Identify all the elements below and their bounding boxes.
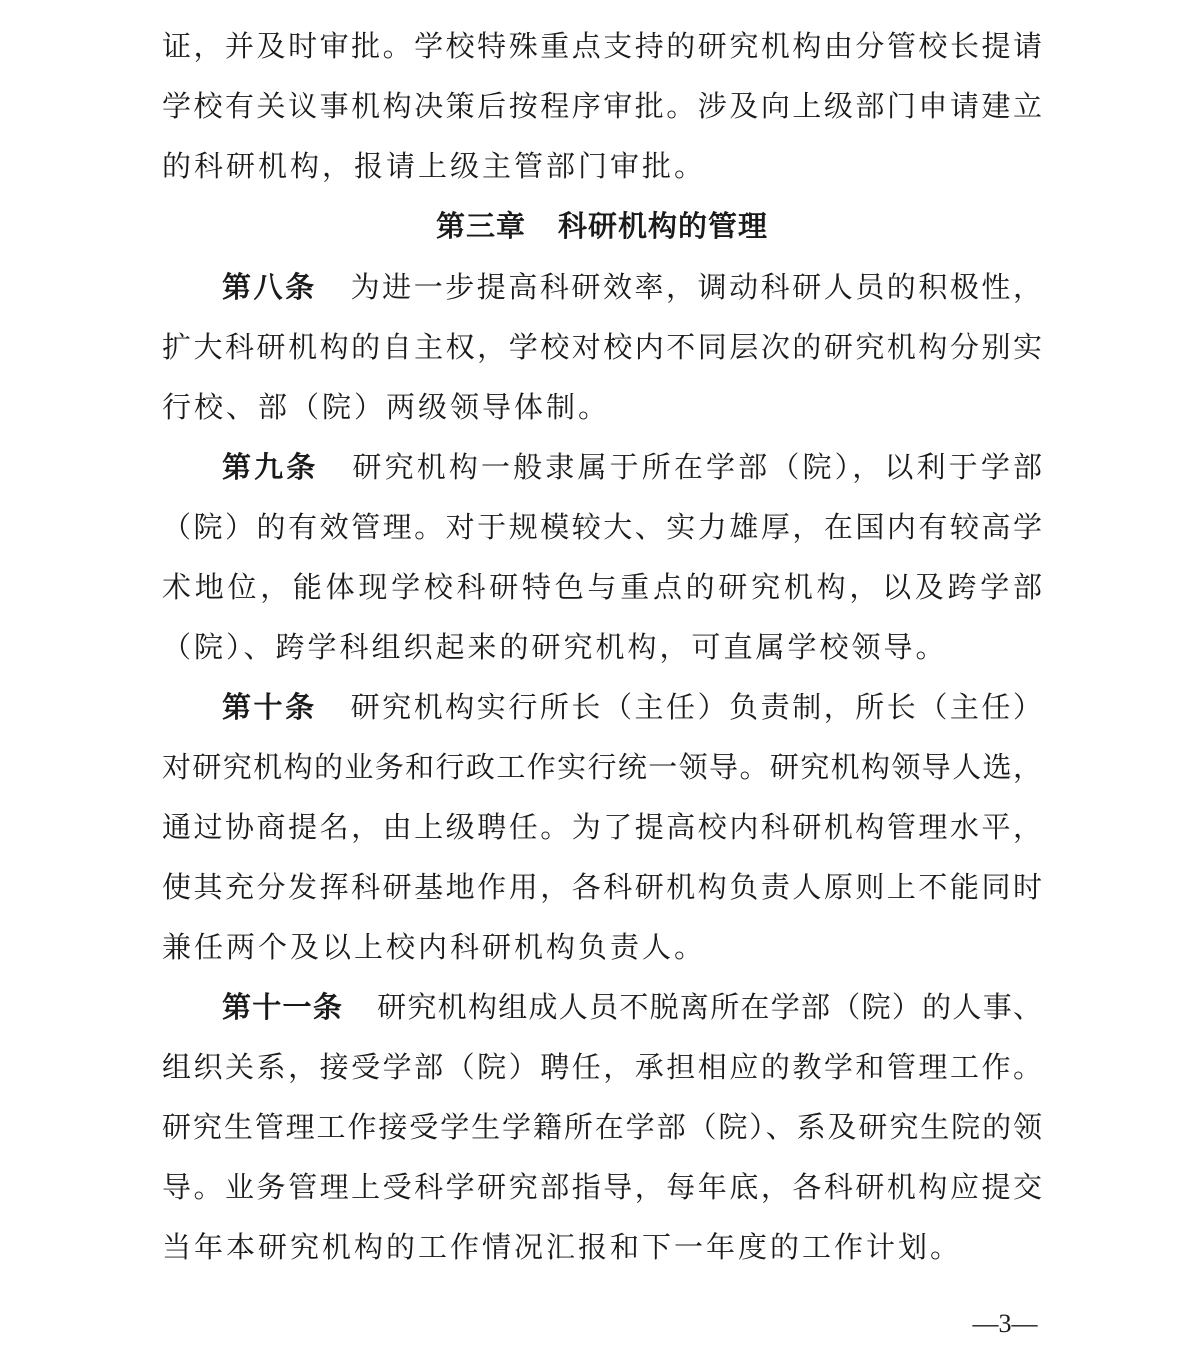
chapter-heading xyxy=(162,196,1042,256)
article-text: 研究机构实行所长（主任）负责制，所长（主任） xyxy=(350,690,1042,724)
article-text: 研究机构一般隶属于所在学部（院），以利于学部 xyxy=(352,450,1042,484)
paragraph-line: 行校、部（院）两级领导体制。 xyxy=(162,390,611,424)
page-number: —3— xyxy=(972,1309,1038,1338)
article-first-line xyxy=(222,677,1042,737)
paragraph-line: 使其充分发挥科研基地作用，各科研机构负责人原则上不能同时 xyxy=(162,870,1042,904)
paragraph-line: 组织关系，接受学部（院）聘任，承担相应的教学和管理工作。 xyxy=(162,1050,1042,1084)
article-text: 研究机构组成人员不脱离所在学部（院）的人事、 xyxy=(377,990,1042,1024)
article-label: 第八条 xyxy=(222,270,317,304)
paragraph-line: 兼任两个及以上校内科研机构负责人。 xyxy=(162,930,707,964)
chapter-number: 第三章 xyxy=(435,209,526,243)
article-label: 第十条 xyxy=(222,690,317,724)
paragraph-line: 对研究机构的业务和行政工作实行统一领导。研究机构领导人选， xyxy=(162,750,1042,784)
chapter-title: 科研机构的管理 xyxy=(558,209,769,243)
paragraph-line: （院）、跨学科组织起来的研究机构，可直属学校领导。 xyxy=(162,630,948,664)
paragraph-line: 术地位，能体现学校科研特色与重点的研究机构，以及跨学部 xyxy=(162,570,1042,604)
paragraph-line: 研究生管理工作接受学生学籍所在学部（院）、系及研究生院的领 xyxy=(162,1110,1042,1144)
article-text: 为进一步提高科研效率，调动科研人员的积极性， xyxy=(350,270,1042,304)
paragraph-line: 导。业务管理上受科学研究部指导，每年底，各科研机构应提交 xyxy=(162,1170,1042,1204)
article-label: 第十一条 xyxy=(222,990,344,1024)
article-first-line xyxy=(222,437,1042,497)
paragraph-line: （院）的有效管理。对于规模较大、实力雄厚，在国内有较高学 xyxy=(162,510,1042,544)
article-first-line xyxy=(222,977,1042,1037)
paragraph-line: 学校有关议事机构决策后按程序审批。涉及向上级部门申请建立 xyxy=(162,89,1042,123)
paragraph-line: 的科研机构，报请上级主管部门审批。 xyxy=(162,149,707,183)
article-label: 第九条 xyxy=(222,450,319,484)
article-first-line xyxy=(222,257,1042,317)
paragraph-line: 扩大科研机构的自主权，学校对校内不同层次的研究机构分别实 xyxy=(162,330,1042,364)
paragraph-line: 当年本研究机构的工作情况汇报和下一年度的工作计划。 xyxy=(162,1230,963,1264)
paragraph-line: 通过协商提名，由上级聘任。为了提高校内科研机构管理水平， xyxy=(162,810,1042,844)
paragraph-line: 证，并及时审批。学校特殊重点支持的研究机构由分管校长提请 xyxy=(162,29,1042,63)
